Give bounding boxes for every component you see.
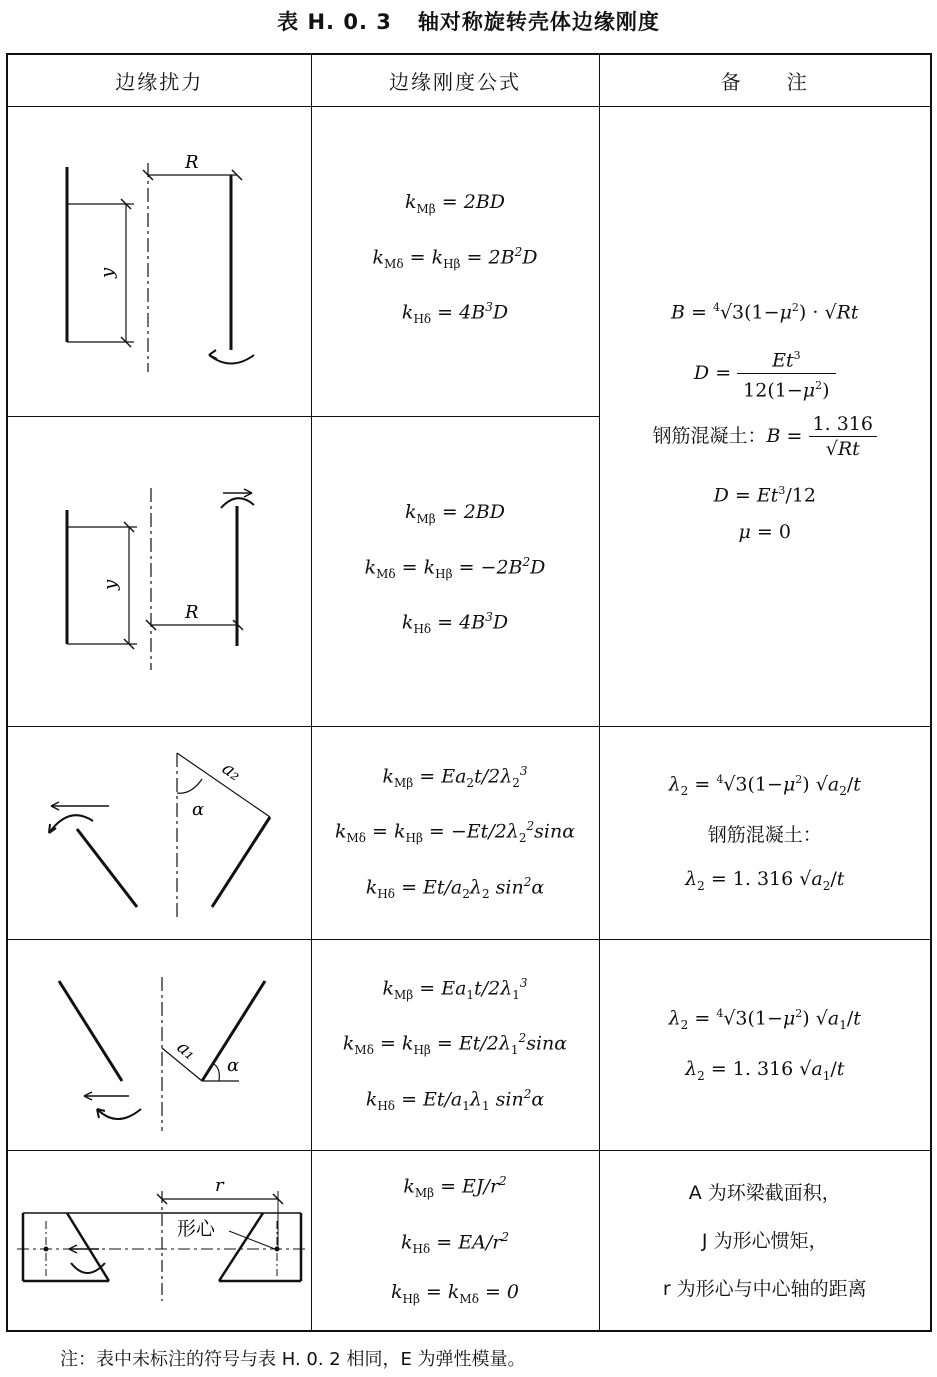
header-remarks: 备 注 xyxy=(599,54,931,107)
edge-load-diagram-3 xyxy=(9,729,309,934)
table-title xyxy=(0,6,937,36)
edge-load-diagram-5 xyxy=(9,1151,309,1326)
alpha-label: α xyxy=(227,1054,240,1076)
diagram-cell xyxy=(7,940,311,1151)
header-edge-load: 边缘扰力 xyxy=(7,54,311,107)
centroid-label: 形心 xyxy=(177,1218,216,1240)
formula-k-hdelta: $k_{H\delta} = Et/a_2\lambda_2$ $\sin^2\alpha$ xyxy=(365,874,545,901)
remark-b: $B = ^4√3(1-\mu^2) \cdot √Rt$ xyxy=(670,300,859,324)
alpha-label: α xyxy=(192,798,205,820)
formula-cell xyxy=(311,107,599,417)
formula-k-mdelta: $k_{M\delta} = k_{H\beta} = 2B^2D$ xyxy=(372,245,538,272)
formula-k-mbeta: $k_{M\beta} = 2BD$ xyxy=(404,191,506,217)
diagram-cell xyxy=(7,107,311,417)
remark-distance: r 为形心与中心轴的距离 xyxy=(662,1277,867,1300)
table-footnote: 注：表中未标注的符号与表 H. 0. 2 相同，E 为弹性模量。 xyxy=(60,1349,526,1370)
remarks-cell xyxy=(599,727,931,940)
table-row xyxy=(7,727,931,940)
formula-k-mbeta: $k_{M\beta} = Ea_1t/2\lambda_1^3$ xyxy=(382,976,528,1003)
formula-cell xyxy=(311,727,599,940)
remark-inertia: J 为形心惯矩， xyxy=(701,1229,828,1252)
a2-label: a₂ xyxy=(218,757,246,785)
table-row xyxy=(7,107,931,417)
formula-cell xyxy=(311,1151,599,1332)
formula-k-mdelta: $k_{M\delta} = k_{H\beta} = -Et/2\lambda_2^2\sin\alpha$ xyxy=(334,819,576,846)
formula-k-hbeta: $k_{H\beta} = k_{M\delta} = 0$ xyxy=(390,1280,520,1306)
table-row xyxy=(7,1151,931,1332)
formula-k-mdelta: $k_{M\delta} = k_{H\beta} = -2B^2D$ xyxy=(364,555,546,582)
formula-k-hdelta: $k_{H\delta} = 4B^3D$ xyxy=(401,610,509,637)
remark-lambda: $\lambda_2 = ^4√3(1-\mu^2)$ $√a_1/t$ xyxy=(668,1007,861,1033)
radius-label: R xyxy=(185,601,199,623)
formula-cell xyxy=(311,940,599,1151)
edge-load-diagram-2 xyxy=(9,420,309,720)
remark-mu: μ = 0 xyxy=(738,521,791,544)
remark-rc-b: 钢筋混凝土：B = $\frac{1. 316}{√Rt}$ xyxy=(600,412,931,461)
a1-label: a₁ xyxy=(173,1036,201,1064)
shared-remarks-cell xyxy=(599,107,931,727)
remark-rc-d: $D = Et^3/12$ xyxy=(713,483,816,507)
table-row xyxy=(7,940,931,1151)
table-code: 表 H. 0. 3 xyxy=(277,10,392,34)
header-formula: 边缘刚度公式 xyxy=(311,54,599,107)
edge-stiffness-table xyxy=(6,53,932,1332)
formula-k-mbeta: $k_{M\beta} = 2BD$ xyxy=(404,501,506,527)
radius-label: r xyxy=(215,1175,224,1196)
remarks-cell xyxy=(599,1151,931,1332)
formula-k-hdelta: $k_{H\delta} = EA/r^2$ xyxy=(401,1229,509,1256)
diagram-cell xyxy=(7,727,311,940)
remark-rc: 钢筋混凝土： xyxy=(707,824,822,847)
diagram-cell xyxy=(7,417,311,727)
diagram-cell xyxy=(7,1151,311,1332)
height-label: y xyxy=(100,579,122,590)
edge-load-diagram-4 xyxy=(9,941,309,1146)
radius-label: R xyxy=(185,151,199,173)
remark-lambda-rc: $\lambda_2 = 1$. 316 $√a_1/t$ xyxy=(685,1058,845,1083)
formula-k-mbeta: $k_{M\beta} = EJ/r^2$ xyxy=(403,1174,507,1201)
remark-d: D = $\frac{Et^3}{12(1-\mu^2)}$ xyxy=(600,344,931,402)
formula-k-mdelta: $k_{M\delta} = k_{H\beta} = Et/2\lambda_1^2\sin\alpha$ xyxy=(342,1031,568,1058)
formula-k-hdelta: $k_{H\delta} = Et/a_1\lambda_1$ $\sin^2\alpha$ xyxy=(365,1086,545,1113)
formula-cell xyxy=(311,417,599,727)
remark-area: A 为环梁截面积， xyxy=(688,1181,841,1204)
height-label: y xyxy=(97,267,119,278)
formula-k-mbeta: $k_{M\beta} = Ea_2t/2\lambda_2^3$ xyxy=(382,764,528,791)
header-row xyxy=(7,54,931,107)
table-caption: 轴对称旋转壳体边缘刚度 xyxy=(417,10,660,34)
edge-load-diagram-1 xyxy=(9,110,309,410)
remark-lambda: $\lambda_2 = ^4√3(1-\mu^2)$ $√a_2/t$ xyxy=(668,773,861,799)
remarks-cell xyxy=(599,940,931,1151)
remark-lambda-rc: $\lambda_2 = 1$. 316 $√a_2/t$ xyxy=(685,868,845,893)
formula-k-hdelta: $k_{H\delta} = 4B^3D$ xyxy=(401,300,509,327)
